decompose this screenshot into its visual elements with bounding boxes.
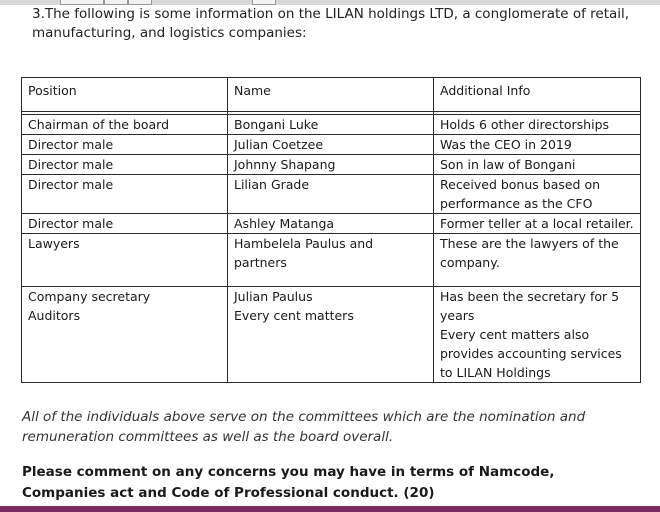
table-row — [22, 175, 641, 214]
table-row — [22, 155, 641, 175]
header-position: Position — [22, 78, 228, 112]
cell-position: Lawyers — [22, 234, 228, 287]
header-name: Name — [228, 78, 434, 112]
cell-info-line: Has been the secretary for 5 years — [440, 289, 620, 323]
cell-name: Lilian Grade — [228, 175, 434, 214]
cell-info-line: Every cent matters also provides accounting services to LILAN Holdings — [440, 327, 622, 380]
cell-position-line: Company secretary — [28, 289, 151, 304]
cell-name — [228, 287, 434, 383]
cell-position: Director male — [22, 155, 228, 175]
cell-info — [434, 287, 641, 383]
cell-info: Was the CEO in 2019 — [434, 135, 641, 155]
cell-name-line: Julian Paulus — [234, 289, 313, 304]
cell-info: Son in law of Bongani — [434, 155, 641, 175]
cell-name: Ashley Matanga — [228, 214, 434, 234]
cell-position: Director male — [22, 214, 228, 234]
table-row — [22, 115, 641, 135]
cell-position: Chairman of the board — [22, 115, 228, 135]
cell-name: Bongani Luke — [228, 115, 434, 135]
header-additional-info: Additional Info — [434, 78, 641, 112]
table-row — [22, 287, 641, 383]
cell-name: Hambelela Paulus and partners — [228, 234, 434, 287]
cell-name-line: Every cent matters — [234, 308, 354, 323]
table-row — [22, 214, 641, 234]
question-intro: 3.The following is some information on the LILAN holdings LTD, a conglomerate of retail, manufacturing, and logistics companies: — [32, 6, 630, 41]
question-prompt: Please comment on any concerns you may have in terms of Namcode, Companies act and Code of Professional conduct. (20) — [22, 464, 555, 501]
cell-info: Holds 6 other directorships — [434, 115, 641, 135]
cell-position: Director male — [22, 175, 228, 214]
board-info-table — [21, 77, 641, 383]
committee-note: All of the individuals above serve on the committees which are the nomination and remuneration committees as well as the board overall. — [22, 409, 586, 445]
cell-name: Johnny Shapang — [228, 155, 434, 175]
cell-position: Director male — [22, 135, 228, 155]
table-row — [22, 234, 641, 287]
cell-position — [22, 287, 228, 383]
cell-info: Former teller at a local retailer. — [434, 214, 641, 234]
cell-position-line: Auditors — [28, 308, 81, 323]
cell-info: These are the lawyers of the company. — [434, 234, 641, 287]
cell-info: Received bonus based on performance as the CFO — [434, 175, 641, 214]
bottom-border — [0, 506, 660, 512]
cell-name: Julian Coetzee — [228, 135, 434, 155]
table-row — [22, 135, 641, 155]
table-header-row — [22, 78, 641, 112]
